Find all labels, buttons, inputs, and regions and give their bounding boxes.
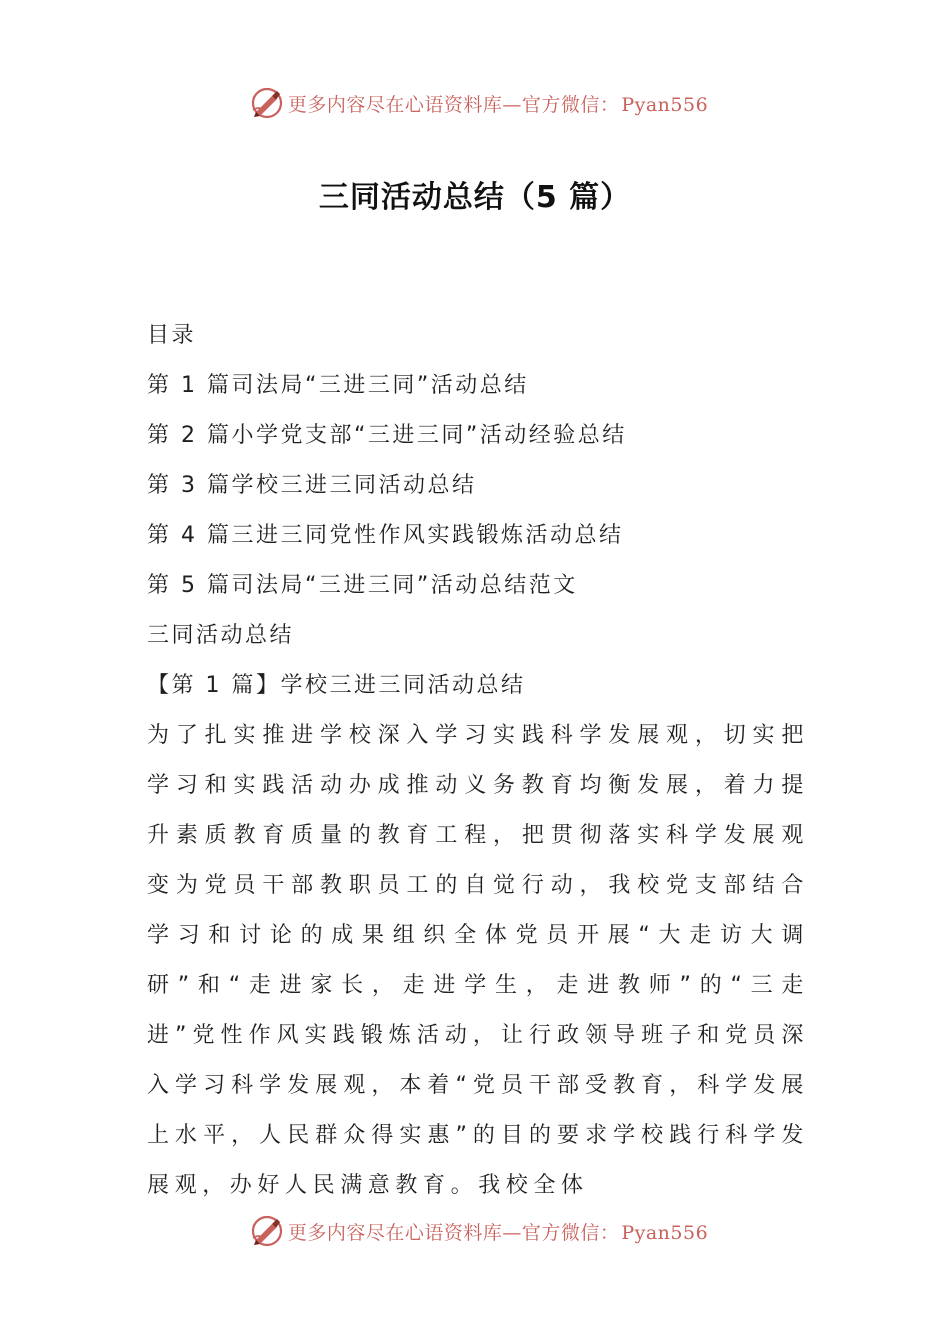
pen-logo-icon: [250, 86, 284, 120]
article-heading: 【第 1 篇】学校三进三同活动总结: [147, 673, 526, 698]
article-paragraph: 为了扎实推进学校深入学习实践科学发展观，切实把学习和实践活动办成推动义务教育均衡发展，着力提升素质教育质量的教育工程，把贯彻落实科学发展观变为党员干部教职员工的自觉行动，我校党支部结合学习和讨论的成果组织全体党员开展“大走访大调研”和“走进家长，走进学生，走进教师”的“三走进”党性作风实践锻炼活动，让行政领导班子和党员深入学习科学发展观，本着“党员干部受教育，科学发展上水平，人民群众得实惠”的目的要求学校践行科学发展观，办好人民满意教育。我校全体: [147, 723, 809, 1198]
document-body: [147, 311, 809, 1211]
pen-logo-icon: [250, 1214, 284, 1248]
toc-item: 第 5 篇司法局“三进三同”活动总结范文: [147, 573, 578, 598]
section-heading: 三同活动总结: [147, 623, 295, 648]
toc-item: 第 2 篇小学党支部“三进三同”活动经验总结: [147, 423, 627, 448]
toc-heading: 目录: [147, 323, 197, 348]
watermark-text: 更多内容尽在心语资料库—官方微信： Pyan556: [287, 1221, 709, 1244]
watermark-text: 更多内容尽在心语资料库—官方微信： Pyan556: [287, 93, 709, 116]
toc-item: 第 1 篇司法局“三进三同”活动总结: [147, 373, 529, 398]
document-title: 三同活动总结（5 篇）: [318, 180, 632, 215]
wechat-id: Pyan556: [621, 1221, 709, 1244]
toc-item: 第 3 篇学校三进三同活动总结: [147, 473, 477, 498]
header-watermark: [0, 83, 950, 123]
toc-item: 第 4 篇三进三同党性作风实践锻炼活动总结: [147, 523, 624, 548]
wechat-id: Pyan556: [621, 93, 709, 116]
footer-watermark: [0, 1211, 950, 1251]
